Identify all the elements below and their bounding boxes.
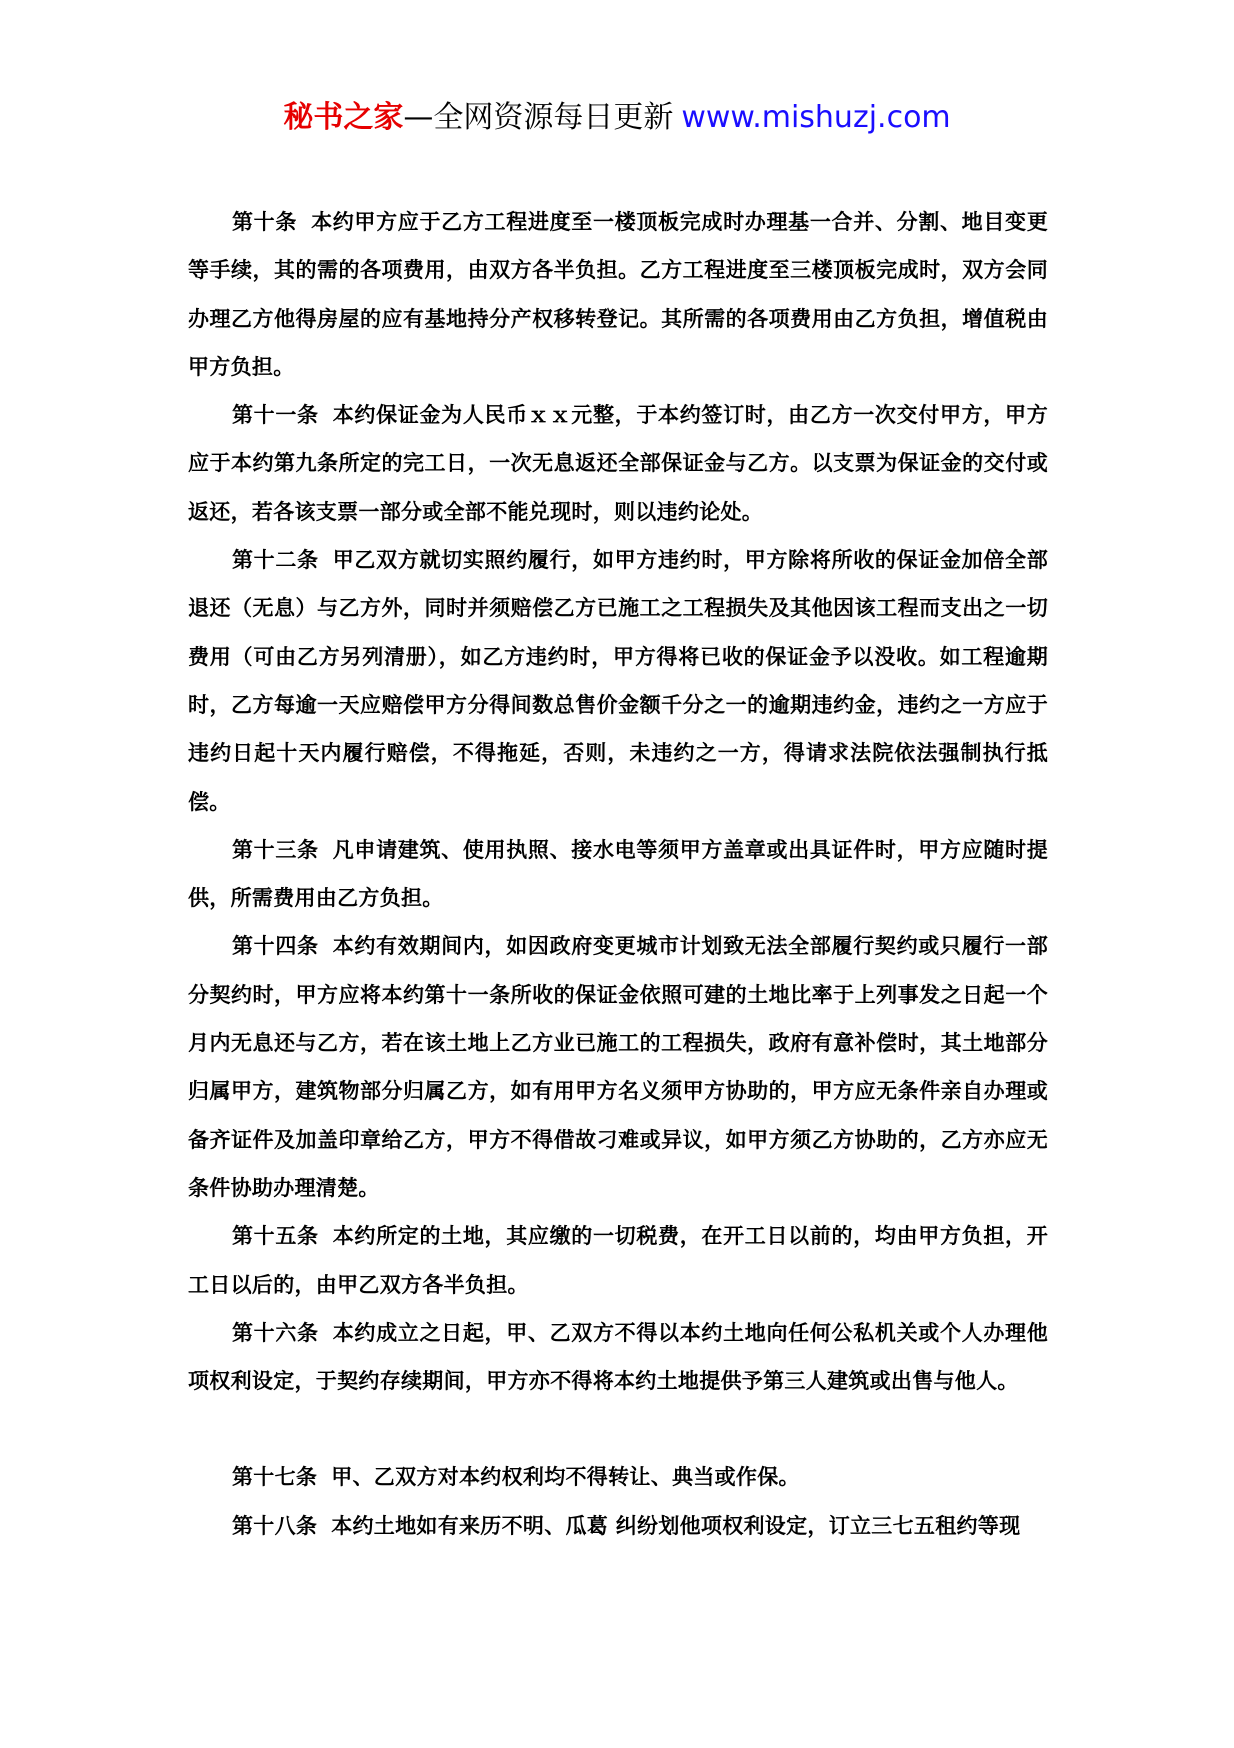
article-18 — [188, 1502, 1048, 1550]
article-text: 甲、乙双方对本约权利均不得转让、典当或作保。 — [331, 1464, 800, 1490]
article-number: 第十四条 — [232, 933, 319, 959]
article-text: 本约所定的土地，其应缴的一切税费，在开工日以前的，均由甲方负担，开工日以后的，由甲乙双方各半负担。 — [188, 1223, 1048, 1297]
article-number: 第十条 — [232, 209, 298, 234]
article-number: 第十八条 — [232, 1512, 318, 1538]
page-header — [0, 98, 1234, 138]
article-number: 第十三条 — [232, 836, 319, 862]
article-text: 凡申请建筑、使用执照、接水电等须甲方盖章或出具证件时，甲方应随时提供，所需费用由乙方负担。 — [188, 836, 1048, 911]
article-14 — [188, 922, 1048, 1212]
article-12 — [188, 536, 1048, 826]
article-16 — [188, 1309, 1048, 1406]
contract-body — [188, 198, 1048, 1550]
article-number: 第十六条 — [232, 1319, 319, 1345]
article-13 — [188, 826, 1048, 923]
article-text: 本约保证金为人民币ｘｘ元整，于本约签订时，由乙方一次交付甲方，甲方应于本约第九条所定的完工日，一次无息返还全部保证金与乙方。以支票为保证金的交付或返还，若各该支票一部分或全部不能兑现时，则以违约论处。 — [188, 402, 1048, 524]
article-text: 本约成立之日起，甲、乙双方不得以本约土地向任何公私机关或个人办理他项权利设定，于契约存续期间，甲方亦不得将本约土地提供予第三人建筑或出售与他人。 — [188, 1319, 1048, 1394]
article-11 — [188, 391, 1048, 536]
article-number: 第十五条 — [232, 1223, 319, 1249]
article-15 — [188, 1212, 1048, 1309]
article-text: 甲乙双方就切实照约履行，如甲方违约时，甲方除将所收的保证金加倍全部退还（无息）与乙方外，同时并须赔偿乙方已施工之工程损失及其他因该工程而支出之一切费用（可由乙方另列清册），如乙方违约时，甲方得将已收的保证金予以没收。如工程逾期时，乙方每逾一天应赔偿甲方分得间数总售价金额千分之一的逾期违约金，违约之一方应于违约日起十天内履行赔偿，不得拖延，否则，未违约之一方，得请求法院依法强制执行抵偿。 — [188, 547, 1048, 814]
site-url-link[interactable]: www.mishuzj.com — [681, 100, 951, 135]
header-tagline: —全网资源每日更新 — [403, 100, 674, 135]
article-10 — [188, 198, 1048, 391]
article-text: 本约甲方应于乙方工程进度至一楼顶板完成时办理基一合并、分割、地目变更等手续，其的需的各项费用，由双方各半负担。乙方工程进度至三楼顶板完成时，双方会同办理乙方他得房屋的应有基地持分产权移转登记。其所需的各项费用由乙方负担，增值税由甲方负担。 — [188, 209, 1048, 379]
article-text: 本约有效期间内，如因政府变更城市计划致无法全部履行契约或只履行一部分契约时，甲方应将本约第十一条所收的保证金依照可建的土地比率于上列事发之日起一个月内无息还与乙方，若在该土地上乙方业已施工的工程损失，政府有意补偿时，其土地部分归属甲方，建筑物部分归属乙方，如有用甲方名义须甲方协助的，甲方应无条件亲自办理或备齐证件及加盖印章给乙方，甲方不得借故刁难或异议，如甲方须乙方协助的，乙方亦应无条件协助办理清楚。 — [188, 933, 1048, 1200]
brand-name: 秘书之家 — [283, 100, 404, 135]
article-number: 第十一条 — [232, 402, 319, 428]
article-number: 第十二条 — [232, 547, 319, 573]
article-number: 第十七条 — [232, 1464, 318, 1490]
article-17 — [188, 1453, 1048, 1501]
article-text: 本约土地如有来历不明、瓜葛 纠纷划他项权利设定，订立三七五租约等现 — [331, 1512, 1021, 1538]
